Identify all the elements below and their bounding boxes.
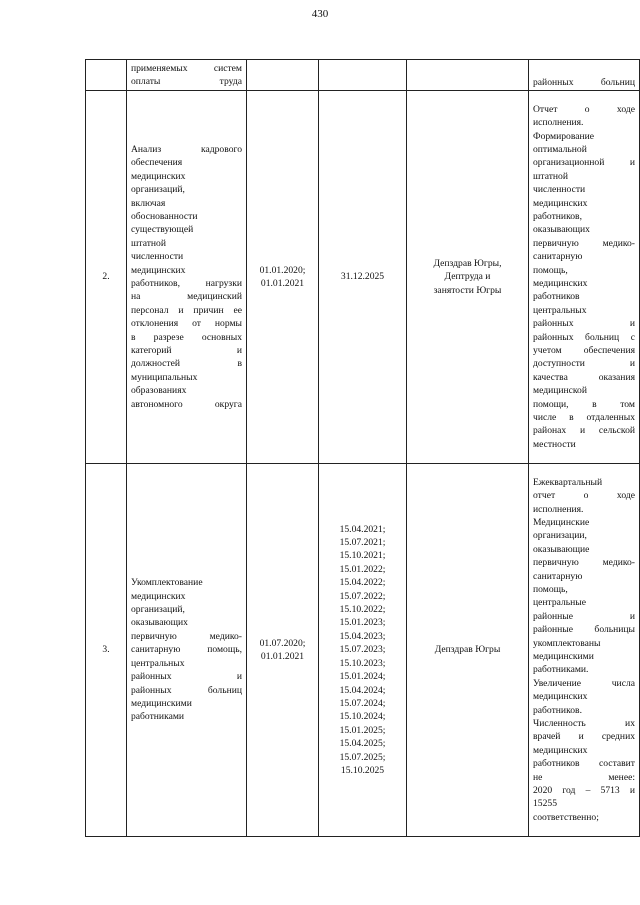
text-line: медицинских [131,264,186,276]
text-line: 15.04.2025; [339,738,386,750]
text-line: центральных [131,657,185,669]
text-line: 15.01.2022; [339,563,386,575]
text-line: 15.07.2024; [339,697,386,709]
text-line: занятости Югры [433,284,502,296]
text-line: Дептруда и [444,271,491,283]
text-line: должностей в [131,358,242,370]
text-line: районные больницы [533,624,635,636]
text-line: отклонения от нормы [131,318,242,330]
measures-table [85,59,640,837]
text-line: оптимальной [533,143,587,155]
text-line: оказывающих [533,224,590,236]
text-line: районных больниц [131,684,242,696]
text-line: центральных [533,304,587,316]
text-line: исполнения. [533,117,584,129]
text-line: районных и [533,318,635,330]
text-line: 15.01.2023; [339,617,386,629]
text-line: 15.07.2022; [339,590,386,602]
text-line: 15.04.2024; [339,684,386,696]
text-line: 01.07.2020; [259,637,306,649]
text-line: 15.07.2023; [339,644,386,656]
text-line: 15.10.2025 [340,764,385,776]
table-row [86,464,640,837]
text-line: медицинскими [533,651,594,662]
table-row [86,91,640,464]
cell-start-date [247,60,319,91]
text-line: 2020 год – 5713 и [533,785,635,797]
cell-end-date [319,91,407,464]
text-line: исполнения. [533,503,584,515]
text-line: Увеличение числа [533,677,635,689]
text-line: 01.01.2021 [260,278,305,289]
text-line: организации, [533,530,587,542]
cell-result [529,464,640,837]
text-line: Медицинские [533,516,590,528]
cell-start-date [247,464,319,837]
text-line: работников. [533,704,582,716]
cell-num: 3. [86,464,127,837]
text-line: местности [533,438,576,450]
cell-result [529,91,640,464]
text-line: медицинской [533,385,587,397]
text-line: включая [131,197,166,209]
text-line: Укомплектование [131,577,203,589]
text-line: 15.07.2025; [339,751,386,763]
text-line: оказывающих [131,617,188,629]
text-line: учетом обеспечения [533,345,635,357]
text-line: численности [131,251,184,263]
text-line: работниками [131,711,185,723]
text-line: работников, [533,210,582,222]
text-line: 15255 [533,798,557,810]
text-line: работниками. [533,664,589,676]
text-line: числе в отдаленных [533,412,635,424]
text-line: Анализ кадрового [131,143,242,155]
cell-num: 2. [86,91,127,464]
text-line: организационной и [533,157,635,169]
text-line: 01.01.2020; [259,264,306,276]
table-row-continued [86,60,640,91]
text-line: медицинских [533,278,588,289]
text-line: первичную медико- [131,630,242,642]
text-line: врачей и средних [533,731,635,743]
cell-name [127,60,247,91]
text-line: отчет о ходе [533,490,635,502]
text-line: 15.01.2024; [339,671,386,683]
text-line: первичную медико- [533,557,635,569]
text-line: оплаты труда [131,76,242,87]
text-line: медицинских [533,691,588,703]
text-line: медицинских [131,170,186,182]
text-line: Отчет о ходе [533,103,635,115]
text-line: районных больниц с [533,331,635,343]
text-line: помощь, [533,583,568,595]
text-line: 15.10.2024; [339,711,386,723]
text-line: не менее: [533,771,635,783]
text-line: медицинских [533,197,588,209]
text-line: медицинских [131,590,186,602]
text-line: 31.12.2025 [340,271,385,283]
text-line: организаций, [131,184,185,196]
text-line: медицинских [533,744,588,756]
cell-end-date [319,60,407,91]
text-line: персонал и причин ее [131,304,242,316]
cell-end-date [319,464,407,837]
cell-start-date [247,91,319,464]
text-line: 15.04.2021; [339,523,386,535]
text-line: Депздрав Югры [434,644,501,656]
text-line: 15.04.2023; [339,630,386,642]
text-line: 15.10.2022; [339,604,386,616]
text-line: санитарную помощь, [131,644,242,656]
text-line: районных и [131,671,242,683]
text-line: санитарную [533,570,583,582]
text-line: центральные [533,597,586,609]
text-line: доступности и [533,358,635,370]
text-line: 15.10.2023; [339,657,386,669]
text-line: санитарную [533,251,583,263]
text-line: существующей [131,224,194,236]
cell-name [127,464,247,837]
cell-responsible [407,91,529,464]
text-line: обеспечения [131,157,183,169]
text-line: 01.01.2021 [260,651,305,662]
text-line: штатной [131,237,166,249]
text-line: обоснованности [131,210,198,222]
text-line: работников, нагрузки [131,278,242,289]
cell-name [127,91,247,464]
text-line: 15.10.2021; [339,550,386,562]
text-line: работников составит [533,758,635,770]
text-line: численности [533,184,586,196]
text-line: соответственно; [533,811,599,823]
text-line: штатной [533,170,568,182]
text-line: работников [533,291,580,303]
text-line: муниципальных [131,371,198,383]
text-line: укомплектованы [533,637,601,649]
text-line: применяемых систем [131,62,242,74]
text-line: в разрезе основных [131,331,242,343]
cell-responsible [407,464,529,837]
text-line: Депздрав Югры, [433,257,502,269]
text-line: 15.01.2025; [339,724,386,736]
text-line: 15.07.2021; [339,537,386,549]
text-line: категорий и [131,345,242,357]
page-number: 430 [311,8,329,20]
text-line: медицинскими [131,697,192,709]
text-line: Формирование [533,130,595,142]
text-line: помощи, в том [533,398,635,410]
text-line: помощь, [533,264,568,276]
cell-num [86,60,127,91]
text-line: на медицинский [131,291,242,303]
text-line: 15.04.2022; [339,577,386,589]
text-line: автономного округа [131,398,242,410]
text-line: образованиях [131,385,187,397]
text-line: Ежеквартальный [533,476,603,488]
text-line: районные и [533,610,635,622]
text-line: первичную медико- [533,237,635,249]
text-line: Численность их [533,718,635,730]
cell-result [529,60,640,91]
cell-responsible [407,60,529,91]
text-line: районах и сельской [533,425,635,437]
text-line: районных больниц [533,76,635,88]
text-line: качества оказания [533,371,635,383]
text-line: организаций, [131,604,185,616]
text-line: оказывающие [533,543,590,555]
